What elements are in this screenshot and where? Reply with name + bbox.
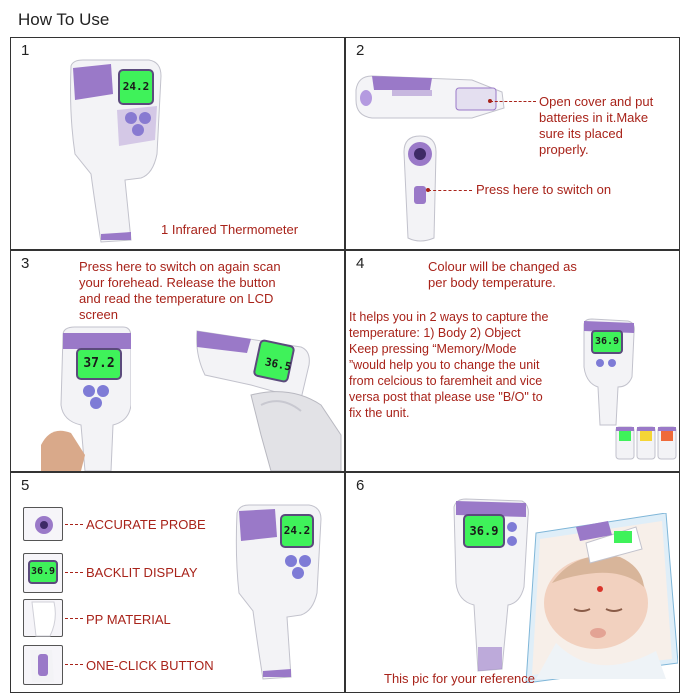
leader-dot xyxy=(426,188,430,192)
page-title: How To Use xyxy=(18,10,110,29)
thermometer-illustration-icon xyxy=(61,54,171,244)
lcd-reading: 24.2 xyxy=(122,80,150,93)
step-number: 3 xyxy=(21,255,30,272)
color-variants-icon xyxy=(614,425,678,461)
switch-note: Press here to switch on xyxy=(476,182,612,197)
baby-photo-icon xyxy=(516,513,678,683)
lcd-reading: 36.5 xyxy=(263,355,293,374)
leader-line xyxy=(490,101,536,102)
lcd-reading: 36.9 xyxy=(28,560,58,584)
lcd-reading: 24.2 xyxy=(283,524,311,537)
hand-holding-thermometer-icon xyxy=(41,325,131,471)
battery-note: Open cover and put batteries in it.Make sure its placed properly. xyxy=(539,94,654,157)
reference-caption: This pic for your reference xyxy=(384,671,536,686)
feature-label: ACCURATE PROBE xyxy=(86,517,206,532)
thermometer-illustration-icon xyxy=(229,501,327,681)
gloved-hand-thermometer-icon xyxy=(191,325,343,471)
probe-thumbnail xyxy=(23,507,63,541)
feature-label: BACKLIT DISPLAY xyxy=(86,565,198,580)
feature-label: ONE-CLICK BUTTON xyxy=(86,658,214,673)
leader-line xyxy=(65,664,83,665)
leader-line xyxy=(65,572,83,573)
step-1-panel xyxy=(10,37,345,250)
capture-modes-note: It helps you in 2 ways to capture the temperature: 1) Body 2) Object Keep pressing “Memory/Mode ”would help you to change the unit from celcious to faremheit and vice versa post that please use "B/O" to fix the unit. xyxy=(349,310,549,420)
leader-line xyxy=(65,618,83,619)
thermometer-illustration-icon xyxy=(578,317,638,427)
display-thumbnail xyxy=(23,553,63,593)
leader-dot xyxy=(488,99,492,103)
battery-cover-illustration-icon xyxy=(352,70,512,124)
step-number: 4 xyxy=(356,255,365,272)
feature-label: PP MATERIAL xyxy=(86,612,171,627)
scan-instructions: Press here to switch on again scan your forehead. Release the button and read the temperature on LCD screen xyxy=(79,259,281,322)
step-5-panel xyxy=(10,472,345,693)
step-number: 1 xyxy=(21,42,30,59)
leader-line xyxy=(65,524,83,525)
step-3-panel xyxy=(10,250,345,472)
lcd-reading: 36.9 xyxy=(594,336,620,347)
colour-note: Colour will be changed as per body temperature. xyxy=(428,259,577,290)
step-6-panel xyxy=(345,472,680,693)
lcd-reading: 37.2 xyxy=(83,356,115,371)
lcd-reading: 36.9 xyxy=(469,524,499,538)
button-thumbnail xyxy=(23,645,63,685)
step-4-panel xyxy=(345,250,680,472)
material-thumbnail xyxy=(23,599,63,637)
product-caption: 1 Infrared Thermometer xyxy=(161,222,299,237)
step-number: 2 xyxy=(356,42,365,59)
step-2-panel xyxy=(345,37,680,250)
step-number: 6 xyxy=(356,477,365,494)
step-number: 5 xyxy=(21,477,30,494)
instruction-grid xyxy=(10,37,680,693)
leader-line xyxy=(428,190,472,191)
